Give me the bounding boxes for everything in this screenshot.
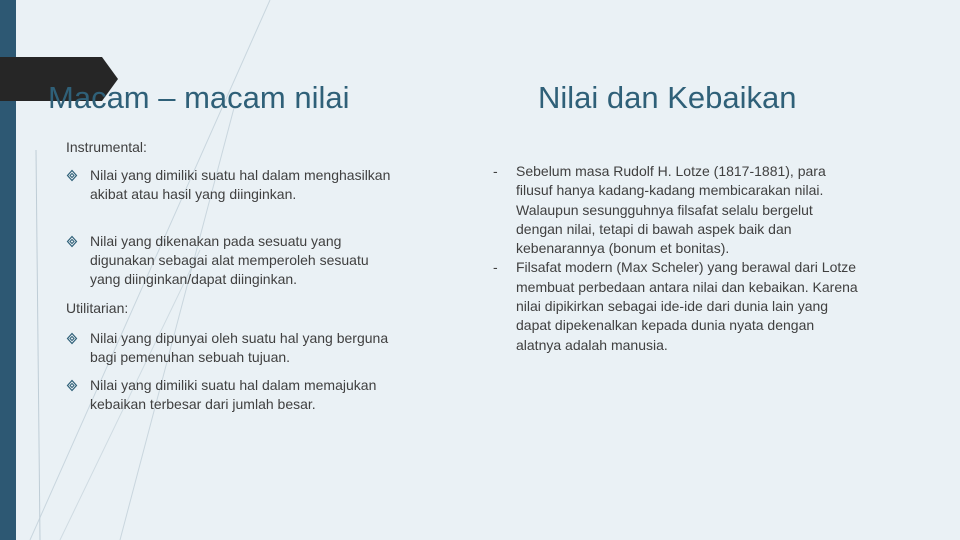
diamond-bullet-icon (66, 376, 84, 395)
bullet-text: Nilai yang dipunyai oleh suatu hal yang berguna bagi pemenuhan sebuah tujuan. (90, 330, 389, 365)
list-item (493, 162, 863, 258)
diamond-bullet-icon (66, 232, 84, 251)
bullet-text: Nilai yang dikenakan pada sesuatu yang digunakan sebagai alat memperoleh sesuatu yang diinginkan/dapat diinginkan. (90, 233, 369, 287)
deco-vertical-line (36, 150, 40, 540)
section-label-instrumental: Instrumental: (66, 139, 147, 155)
list-item (66, 166, 396, 204)
diamond-bullet-icon (66, 329, 84, 348)
bullet-text: Nilai yang dimiliki suatu hal dalam memajukan kebaikan terbesar dari jumlah besar. (90, 377, 377, 412)
bullet-text: Nilai yang dimiliki suatu hal dalam menghasilkan akibat atau hasil yang diinginkan. (90, 167, 391, 202)
dash-marker: - (493, 259, 498, 276)
dash-marker: - (493, 163, 498, 179)
section-label-utilitarian: Utilitarian: (66, 300, 129, 316)
left-title: Macam – macam nilai (48, 80, 350, 115)
list-item (493, 258, 863, 354)
diamond-bullet-icon (66, 166, 84, 185)
list-item (66, 329, 396, 367)
list-item (66, 232, 396, 289)
paragraph-text: Filsafat modern (Max Scheler) yang berawal dari Lotze membuat perbedaan antara nilai dan kebaikan. Karena nilai dipikirkan sebagai ide-ide dari dunia lain yang dapat dipekenalkan kepada dunia nyata dengan alatnya adalah manusia. (516, 259, 858, 353)
right-title: Nilai dan Kebaikan (538, 80, 797, 115)
right-column-text (493, 162, 863, 355)
list-item (66, 376, 396, 414)
paragraph-text: Sebelum masa Rudolf H. Lotze (1817-1881), para filusuf hanya kadang-kadang membicarakan nilai. Walaupun sesungguhnya filsafat selalu bergelut dengan nilai, tetapi di bawah aspek baik dan kebenarannya (bonum et bonitas). (516, 163, 826, 257)
